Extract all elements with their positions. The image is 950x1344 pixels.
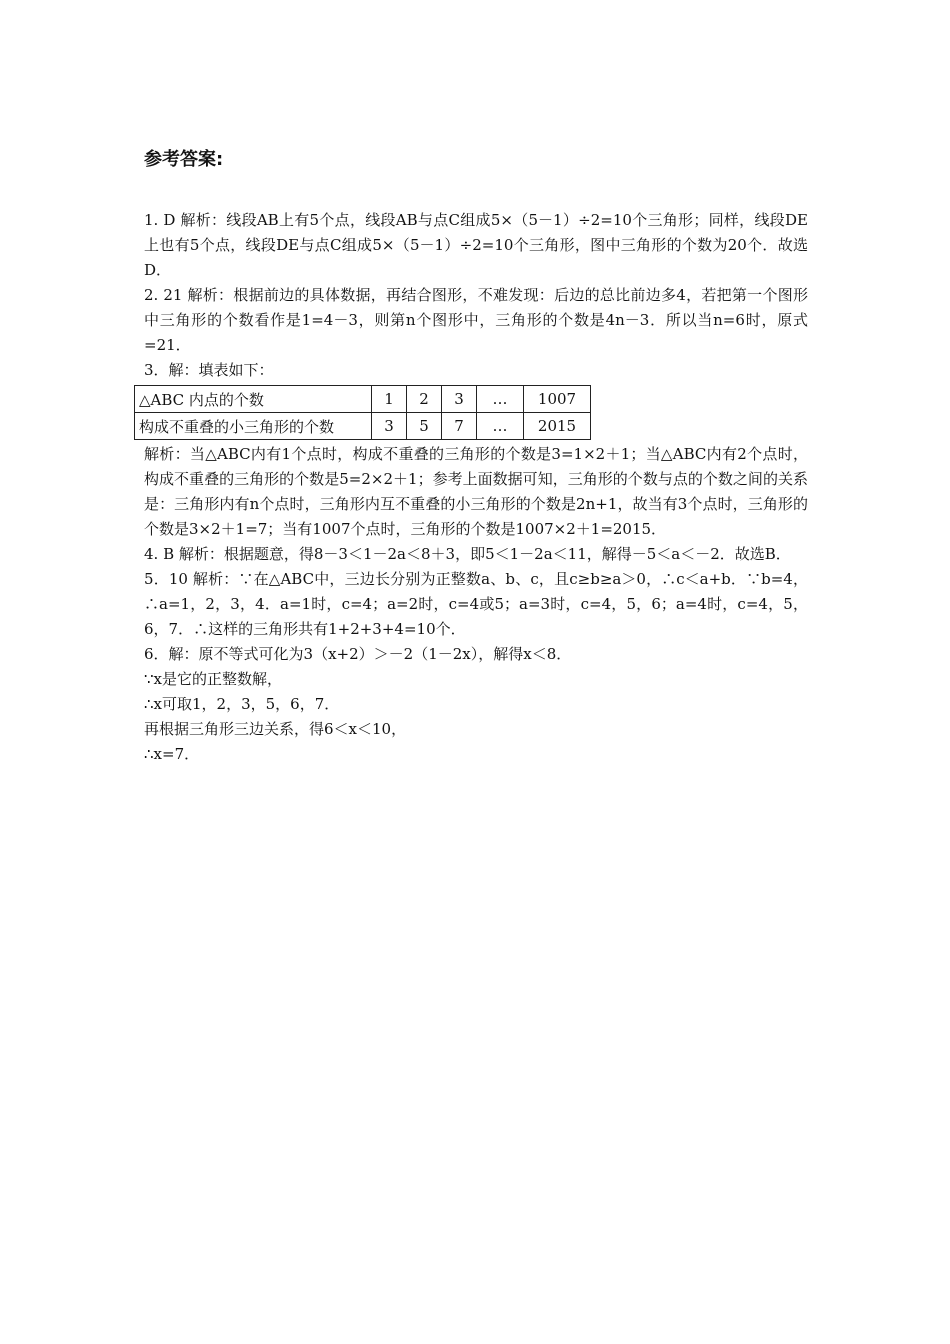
answer-5: 5．10 解析：∵在△ABC中，三边长分别为正整数a、b、c，且c≥b≥a＞0，∴c＜a+b．∵b=4，∴a=1，2，3，4．a=1时，c=4；a=2时，c=4或5；a=3时，c=4，5，6；a=4时，c=4，5，6，7．∴这样的三角形共有1+2+3+4=10个． [144, 570, 808, 638]
table-cell: 3 [372, 413, 407, 440]
answer-6-line-5: ∴x=7． [144, 745, 200, 763]
answer-6-line-2: ∵x是它的正整数解， [144, 670, 283, 688]
table-cell: … [477, 386, 524, 413]
page-title: 参考答案: [144, 149, 224, 170]
answer-1: 1. D 解析：线段AB上有5个点，线段AB与点C组成5×（5－1）÷2=10个三角形；同样，线段DE上也有5个点，线段DE与点C组成5×（5－1）÷2=10个三角形，图中三角形的个数为20个．故选D． [144, 211, 808, 279]
answer-3-intro: 3．解：填表如下： [144, 361, 274, 379]
answer-6-line-3: ∴x可取1，2，3，5，6，7． [144, 695, 340, 713]
answer-4: 4. B 解析：根据题意，得8－3＜1－2a＜8＋3，即5＜1－2a＜11，解得－5＜a＜－2．故选B． [144, 545, 791, 563]
table-cell: △ABC 内点的个数 [135, 386, 372, 413]
table-cell: 2 [407, 386, 442, 413]
table-row [135, 386, 591, 413]
answer-3-table [134, 385, 591, 440]
table-cell: … [477, 413, 524, 440]
table-row [135, 413, 591, 440]
table-cell: 1 [372, 386, 407, 413]
answer-6-line-1: 6．解：原不等式可化为3（x+2）＞－2（1－2x），解得x＜8． [144, 645, 572, 663]
table-cell: 3 [442, 386, 477, 413]
table-cell: 1007 [524, 386, 591, 413]
answer-2: 2. 21 解析：根据前边的具体数据，再结合图形，不难发现：后边的总比前边多4，若把第一个图形中三角形的个数看作是1=4－3，则第n个图形中，三角形的个数是4n－3．所以当n=6时，原式=21． [144, 286, 808, 354]
answer-page [139, 146, 808, 767]
table-cell: 2015 [524, 413, 591, 440]
answer-3-explanation: 解析：当△ABC内有1个点时，构成不重叠的三角形的个数是3=1×2＋1；当△ABC内有2个点时，构成不重叠的三角形的个数是5=2×2＋1；参考上面数据可知，三角形的个数与点的个数之间的关系是：三角形内有n个点时，三角形内互不重叠的小三角形的个数是2n+1，故当有3个点时，三角形的个数是3×2＋1=7；当有1007个点时，三角形的个数是1007×2＋1=2015． [144, 445, 808, 538]
table-cell: 7 [442, 413, 477, 440]
table-cell: 构成不重叠的小三角形的个数 [135, 413, 372, 440]
answer-6-line-4: 再根据三角形三边关系，得6＜x＜10， [144, 720, 407, 738]
table-cell: 5 [407, 413, 442, 440]
